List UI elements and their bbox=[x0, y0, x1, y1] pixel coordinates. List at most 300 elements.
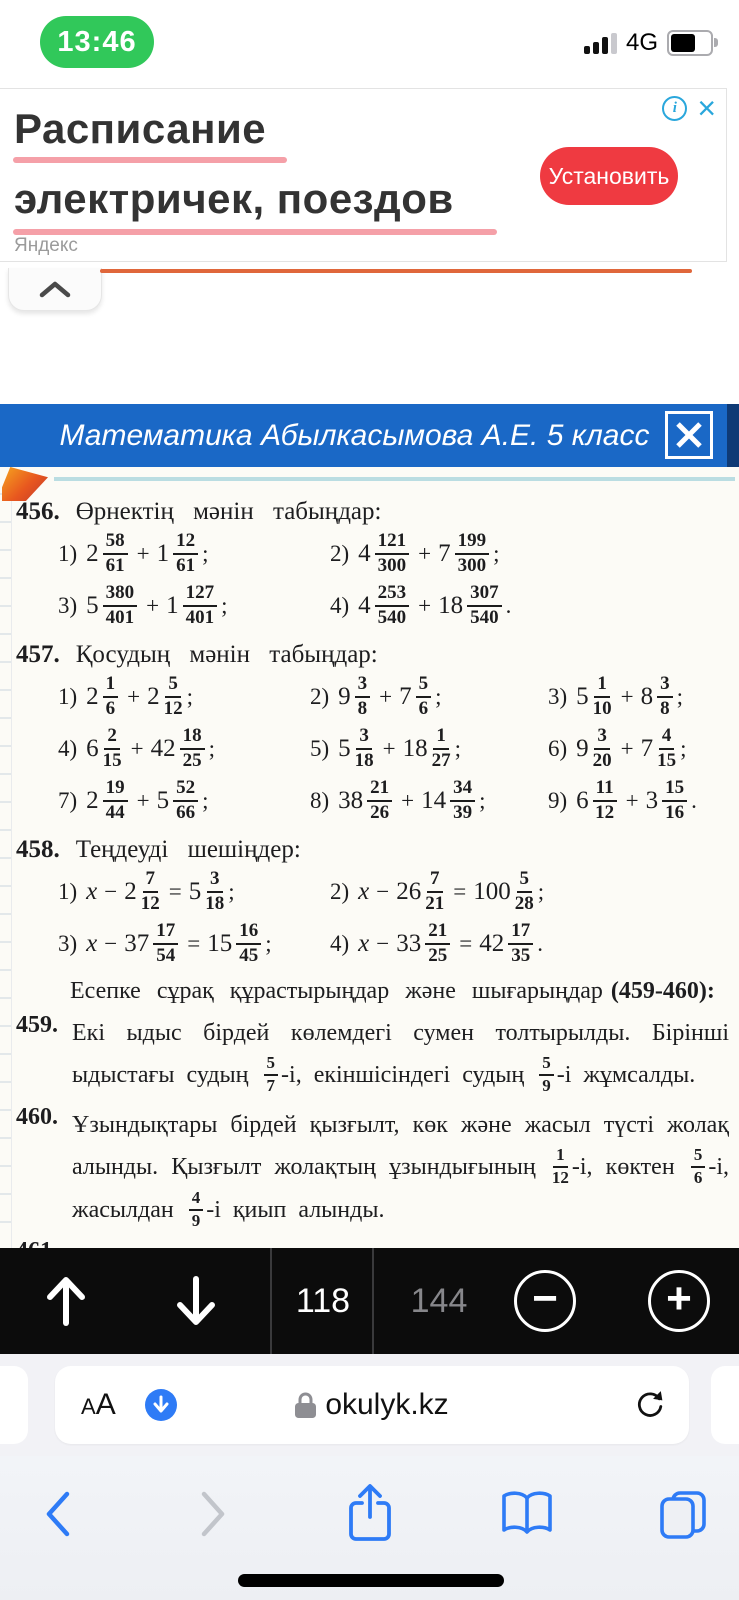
item-label: 2) bbox=[310, 684, 330, 709]
item-label: 7) bbox=[58, 788, 78, 813]
fraction bbox=[180, 726, 205, 771]
whole-number: 9 bbox=[576, 735, 589, 762]
numerator: 21 bbox=[367, 778, 392, 802]
denominator: 10 bbox=[592, 697, 612, 719]
whole-number: 5 bbox=[156, 787, 170, 814]
fraction bbox=[450, 778, 475, 823]
operator: + bbox=[146, 593, 160, 618]
denominator: 18 bbox=[354, 749, 374, 771]
whole-number: 4 bbox=[358, 540, 371, 567]
exercise-item bbox=[58, 529, 330, 577]
operator: − bbox=[376, 879, 390, 904]
ad-banner[interactable] bbox=[0, 88, 727, 262]
whole-number: 18 bbox=[438, 592, 464, 619]
exercise-item bbox=[330, 919, 733, 967]
fraction bbox=[355, 726, 374, 771]
item-label: 3) bbox=[58, 931, 78, 956]
exercise-item bbox=[548, 776, 733, 824]
whole-number: 1 bbox=[166, 592, 179, 619]
whole-number: 2 bbox=[86, 683, 99, 710]
whole-number: 9 bbox=[338, 683, 351, 710]
reload-button[interactable] bbox=[631, 1386, 669, 1424]
item-label: 1) bbox=[58, 541, 78, 566]
exercise-row bbox=[12, 775, 733, 827]
close-x-icon bbox=[674, 420, 704, 450]
fraction bbox=[189, 1189, 204, 1230]
problem-number: 459. bbox=[16, 1012, 58, 1038]
denominator: 39 bbox=[453, 801, 473, 823]
instruction-text: Есепке сұрақ құрастырыңдар және шығарыңдар bbox=[70, 978, 603, 1004]
whole-number: 7 bbox=[438, 540, 451, 567]
punctuation: ; bbox=[537, 879, 545, 904]
numerator: 17 bbox=[508, 921, 533, 945]
whole-number: 5 bbox=[576, 683, 589, 710]
denominator: 8 bbox=[660, 697, 670, 719]
forward-button[interactable] bbox=[184, 1482, 244, 1546]
operator: + bbox=[136, 541, 150, 566]
denominator: 300 bbox=[377, 554, 407, 576]
exercise-item bbox=[310, 724, 548, 772]
exercise-number: 456. bbox=[16, 498, 60, 525]
next-tab-stub[interactable] bbox=[711, 1366, 739, 1444]
fraction bbox=[691, 1146, 706, 1187]
problem-number: 460. bbox=[16, 1103, 58, 1130]
fraction bbox=[508, 921, 533, 966]
operator: + bbox=[401, 788, 415, 813]
page-top-rule bbox=[54, 477, 735, 481]
punctuation: ; bbox=[479, 788, 486, 813]
item-label: 4) bbox=[330, 593, 350, 618]
denominator: 28 bbox=[514, 892, 534, 914]
operator: − bbox=[104, 931, 118, 956]
exercise-item bbox=[330, 581, 733, 629]
page-up-button[interactable] bbox=[30, 1265, 102, 1337]
denominator: 540 bbox=[377, 606, 407, 628]
minus-icon: − bbox=[532, 1274, 558, 1323]
numerator: 3 bbox=[657, 674, 673, 698]
ad-advertiser-label: Яндекс bbox=[14, 235, 78, 256]
fraction bbox=[552, 1146, 569, 1187]
instruction-line bbox=[12, 978, 733, 1005]
numerator: 11 bbox=[593, 778, 617, 802]
instruction-range: (459-460): bbox=[610, 978, 715, 1004]
numerator: 17 bbox=[153, 921, 178, 945]
whole-number: 18 bbox=[402, 735, 428, 762]
denominator: 61 bbox=[105, 554, 125, 576]
denominator: 6 bbox=[418, 697, 429, 719]
numerator: 5 bbox=[539, 1054, 554, 1076]
whole-number: 4 bbox=[358, 592, 371, 619]
ad-close-icon[interactable]: × bbox=[697, 90, 716, 126]
exercise-item bbox=[58, 581, 330, 629]
exercise-list bbox=[12, 498, 733, 970]
item-label: 8) bbox=[310, 788, 330, 813]
punctuation: . bbox=[691, 788, 697, 813]
scrollbar-strip bbox=[727, 404, 739, 467]
exercise-row bbox=[12, 866, 733, 918]
numerator: 15 bbox=[662, 778, 687, 802]
numerator: 1 bbox=[433, 726, 449, 750]
exercise-item bbox=[58, 776, 310, 824]
fraction bbox=[425, 921, 450, 966]
fraction bbox=[355, 674, 371, 719]
denominator: 6 bbox=[693, 1167, 703, 1187]
toolbar-divider bbox=[372, 1248, 374, 1354]
exercise-item bbox=[330, 529, 733, 577]
numerator: 34 bbox=[450, 778, 475, 802]
arrow-down-icon bbox=[170, 1273, 222, 1329]
ad-title-line1: Расписание bbox=[14, 105, 267, 152]
whole-number: 3 bbox=[645, 787, 659, 814]
numerator: 121 bbox=[375, 531, 410, 555]
whole-number: 100 bbox=[473, 878, 511, 905]
numerator: 127 bbox=[183, 583, 218, 607]
item-label: 2) bbox=[330, 541, 350, 566]
status-time-pill[interactable]: 13:46 bbox=[40, 16, 154, 68]
exercise-456 bbox=[12, 498, 733, 632]
exercise-item bbox=[58, 672, 310, 720]
item-label: 9) bbox=[548, 788, 568, 813]
exercise-heading bbox=[12, 836, 733, 866]
whole-number: 15 bbox=[207, 930, 233, 957]
problem-text: Екі ыдыс бірдей көлемдегі сумен толтырылды. Бірінші ыдыстағы судың $\frac{5}{7}$ -і, екіншісіндегі судың $\frac{5}{9}$ -і жұмсалды. bbox=[72, 1020, 729, 1095]
whole-number: 2 bbox=[86, 787, 99, 814]
fraction bbox=[539, 1054, 554, 1095]
numerator: 3 bbox=[207, 869, 223, 893]
operator: + bbox=[418, 593, 432, 618]
operator: + bbox=[625, 788, 639, 813]
signal-strength-icon bbox=[584, 32, 617, 56]
exercise-item bbox=[330, 867, 733, 915]
whole-number: 7 bbox=[640, 735, 654, 762]
operator: + bbox=[418, 541, 432, 566]
punctuation: ; bbox=[435, 684, 442, 709]
address-bar[interactable] bbox=[55, 1366, 689, 1444]
item-label: 4) bbox=[330, 931, 350, 956]
whole-number: 33 bbox=[396, 930, 422, 957]
item-label: 3) bbox=[58, 593, 78, 618]
operator: = bbox=[459, 931, 473, 956]
current-page-field[interactable]: 118 bbox=[295, 1281, 351, 1320]
fraction bbox=[455, 531, 490, 576]
punctuation: ; bbox=[676, 684, 684, 709]
punctuation: ; bbox=[265, 931, 272, 956]
variable: x bbox=[358, 930, 370, 957]
book-title: Математика Абылкасымова А.Е. 5 класс bbox=[59, 419, 650, 452]
numerator: 3 bbox=[594, 726, 610, 750]
whole-number: 1 bbox=[156, 540, 170, 567]
whole-number: 8 bbox=[640, 683, 654, 710]
numerator: 5 bbox=[264, 1054, 279, 1076]
exercise-item bbox=[58, 867, 330, 915]
denominator: 401 bbox=[105, 606, 135, 628]
numerator: 1 bbox=[103, 674, 119, 698]
punctuation: . bbox=[537, 931, 543, 956]
numerator: 1 bbox=[553, 1146, 568, 1168]
exercise-item bbox=[548, 724, 733, 772]
denominator: 25 bbox=[182, 749, 202, 771]
word-problem-460 bbox=[12, 1104, 733, 1232]
operator: = bbox=[168, 879, 182, 904]
fraction bbox=[375, 531, 410, 576]
item-label: 6) bbox=[548, 736, 568, 761]
numerator: 5 bbox=[691, 1146, 706, 1168]
network-type-label: 4G bbox=[625, 29, 658, 56]
fraction bbox=[103, 778, 128, 823]
total-pages-label: 144 bbox=[410, 1281, 468, 1320]
numerator: 380 bbox=[103, 583, 138, 607]
denominator: 26 bbox=[370, 801, 390, 823]
punctuation: ; bbox=[454, 736, 462, 761]
lock-icon bbox=[295, 1392, 316, 1419]
zoom-out-button[interactable] bbox=[514, 1270, 576, 1332]
denominator: 15 bbox=[102, 749, 122, 771]
numerator: 7 bbox=[143, 869, 159, 893]
denominator: 61 bbox=[176, 554, 196, 576]
whole-number: 42 bbox=[479, 930, 505, 957]
fraction bbox=[236, 921, 261, 966]
punctuation: ; bbox=[202, 788, 209, 813]
domain-label: okulyk.kz bbox=[325, 1388, 449, 1421]
fraction bbox=[164, 674, 183, 719]
item-label: 5) bbox=[310, 736, 330, 761]
fraction bbox=[367, 778, 392, 823]
status-bar bbox=[0, 0, 739, 88]
fraction bbox=[657, 674, 673, 719]
book-title-banner[interactable] bbox=[0, 404, 739, 467]
battery-icon bbox=[667, 30, 713, 56]
numerator: 5 bbox=[165, 674, 181, 698]
banner-close-button[interactable] bbox=[665, 411, 713, 459]
fraction bbox=[432, 726, 451, 771]
punctuation: ; bbox=[493, 541, 500, 566]
bookmarks-button[interactable] bbox=[497, 1482, 557, 1546]
ad-install-button[interactable]: Установить bbox=[540, 147, 678, 205]
fraction bbox=[103, 674, 119, 719]
denominator: 27 bbox=[431, 749, 451, 771]
exercise-heading bbox=[12, 641, 733, 671]
fraction bbox=[103, 583, 138, 628]
item-label: 1) bbox=[58, 684, 78, 709]
reader-mode-button[interactable]: AA bbox=[81, 1388, 116, 1421]
exercise-heading bbox=[12, 498, 733, 528]
fraction bbox=[141, 869, 160, 914]
exercise-item bbox=[548, 672, 733, 720]
denominator: 8 bbox=[357, 697, 368, 719]
numerator: 18 bbox=[180, 726, 205, 750]
numerator: 5 bbox=[517, 869, 533, 893]
exercise-458 bbox=[12, 836, 733, 970]
whole-number: 2 bbox=[86, 540, 99, 567]
fraction bbox=[153, 921, 178, 966]
arrow-up-icon bbox=[40, 1273, 92, 1329]
exercise-number: 458. bbox=[16, 836, 60, 863]
exercise-row bbox=[12, 918, 733, 970]
item-label: 1) bbox=[58, 879, 78, 904]
fraction bbox=[416, 674, 432, 719]
numerator: 12 bbox=[173, 531, 198, 555]
numerator: 5 bbox=[416, 674, 432, 698]
denominator: 12 bbox=[140, 892, 160, 914]
fraction bbox=[264, 1054, 279, 1095]
punctuation: ; bbox=[228, 879, 235, 904]
whole-number: 2 bbox=[124, 878, 137, 905]
fraction bbox=[662, 778, 687, 823]
denominator: 401 bbox=[185, 606, 215, 628]
whole-number: 38 bbox=[338, 787, 364, 814]
reader-toolbar bbox=[0, 1248, 739, 1354]
fraction bbox=[467, 583, 502, 628]
numerator: 3 bbox=[356, 726, 372, 750]
denominator: 300 bbox=[457, 554, 487, 576]
status-indicators bbox=[584, 30, 713, 56]
whole-number: 7 bbox=[399, 683, 412, 710]
back-button[interactable] bbox=[27, 1482, 87, 1546]
ad-underline bbox=[13, 157, 287, 163]
numerator: 4 bbox=[659, 726, 675, 750]
variable: x bbox=[86, 878, 98, 905]
denominator: 12 bbox=[595, 801, 615, 823]
item-label: 4) bbox=[58, 736, 78, 761]
fraction bbox=[593, 726, 612, 771]
tabs-button[interactable] bbox=[653, 1482, 713, 1546]
whole-number: 37 bbox=[124, 930, 150, 957]
fraction bbox=[425, 869, 444, 914]
fraction bbox=[173, 778, 198, 823]
home-indicator[interactable] bbox=[238, 1574, 504, 1587]
punctuation: ; bbox=[186, 684, 194, 709]
numerator: 3 bbox=[355, 674, 371, 698]
item-label: 3) bbox=[548, 684, 568, 709]
denominator: 18 bbox=[205, 892, 225, 914]
denominator: 9 bbox=[191, 1210, 201, 1230]
denominator: 540 bbox=[470, 606, 499, 628]
url-bar-row bbox=[0, 1354, 739, 1456]
denominator: 20 bbox=[592, 749, 612, 771]
numerator: 4 bbox=[189, 1189, 204, 1211]
numerator: 52 bbox=[173, 778, 198, 802]
denominator: 9 bbox=[542, 1075, 551, 1095]
chevron-up-icon bbox=[38, 280, 72, 298]
punctuation: ; bbox=[221, 593, 228, 618]
whole-number: 14 bbox=[421, 787, 447, 814]
ad-info-icon[interactable]: i bbox=[662, 96, 687, 121]
punctuation: ; bbox=[680, 736, 687, 761]
fraction bbox=[205, 869, 224, 914]
numerator: 199 bbox=[455, 531, 490, 555]
ad-title-line2: электричек, поездов bbox=[14, 175, 454, 222]
operator: + bbox=[382, 736, 396, 761]
exercise-item bbox=[58, 724, 310, 772]
whole-number: 5 bbox=[188, 878, 202, 905]
punctuation: ; bbox=[208, 736, 216, 761]
whole-number: 2 bbox=[147, 683, 160, 710]
page-body bbox=[12, 489, 733, 1346]
punctuation: . bbox=[505, 593, 512, 618]
fraction bbox=[375, 583, 410, 628]
zoom-in-button[interactable] bbox=[648, 1270, 710, 1332]
exercise-row bbox=[12, 723, 733, 775]
word-problem-459 bbox=[12, 1012, 733, 1097]
operator: = bbox=[453, 879, 467, 904]
exercise-item bbox=[310, 776, 548, 824]
denominator: 21 bbox=[425, 892, 445, 914]
denominator: 54 bbox=[156, 944, 176, 966]
whole-number: 42 bbox=[150, 735, 176, 762]
url-field[interactable] bbox=[55, 1366, 689, 1444]
page-down-button[interactable] bbox=[160, 1265, 232, 1337]
ad-underline bbox=[13, 229, 497, 235]
numerator: 21 bbox=[425, 921, 450, 945]
denominator: 44 bbox=[105, 801, 125, 823]
fraction bbox=[515, 869, 534, 914]
whole-number: 6 bbox=[86, 735, 99, 762]
whole-number: 5 bbox=[86, 592, 99, 619]
denominator: 45 bbox=[239, 944, 259, 966]
operator: + bbox=[379, 684, 393, 709]
numerator: 2 bbox=[104, 726, 120, 750]
exercise-row bbox=[12, 528, 733, 580]
exercise-title: Теңдеуді шешіңдер: bbox=[75, 836, 301, 863]
operator: + bbox=[130, 736, 144, 761]
exercise-item bbox=[58, 919, 330, 967]
operator: = bbox=[187, 931, 201, 956]
numerator: 16 bbox=[236, 921, 261, 945]
numerator: 253 bbox=[375, 583, 410, 607]
punctuation: ; bbox=[202, 541, 209, 566]
exercise-row bbox=[12, 671, 733, 723]
collapsed-panel-edge bbox=[100, 269, 692, 273]
exercise-row bbox=[12, 580, 733, 632]
fraction bbox=[593, 778, 617, 823]
problem-text: Ұзындықтары бірдей қызғылт, көк және жасыл түсті жолақ алынды. Қызғылт жолақтың ұзындығының $\frac{1}{12}$ -і, көктен $\frac{5}{6}$ -і, жасылдан $\frac{4}{9}$ -і қиып алынды. bbox=[72, 1111, 729, 1230]
denominator: 12 bbox=[163, 697, 183, 719]
operator: + bbox=[620, 736, 634, 761]
textbook-page bbox=[0, 467, 739, 1248]
operator: − bbox=[104, 879, 118, 904]
exercise-title: Өрнектің мәнін табыңдар: bbox=[75, 498, 382, 525]
exercise-item bbox=[310, 672, 548, 720]
denominator: 15 bbox=[657, 749, 677, 771]
operator: + bbox=[136, 788, 150, 813]
denominator: 12 bbox=[551, 1167, 569, 1187]
item-label: 2) bbox=[330, 879, 350, 904]
denominator: 25 bbox=[428, 944, 448, 966]
operator: + bbox=[127, 684, 141, 709]
operator: + bbox=[620, 684, 634, 709]
exercise-title: Қосудың мәнін табыңдар: bbox=[75, 641, 378, 668]
plus-icon: + bbox=[666, 1274, 692, 1323]
previous-tab-stub[interactable] bbox=[0, 1366, 28, 1444]
numerator: 19 bbox=[103, 778, 128, 802]
numerator: 1 bbox=[594, 674, 610, 698]
fraction bbox=[173, 531, 198, 576]
toolbar-divider bbox=[270, 1248, 272, 1354]
exercise-457 bbox=[12, 641, 733, 827]
fraction bbox=[593, 674, 612, 719]
fraction bbox=[183, 583, 218, 628]
numerator: 58 bbox=[103, 531, 128, 555]
variable: x bbox=[358, 878, 370, 905]
denominator: 7 bbox=[266, 1075, 276, 1095]
whole-number: 5 bbox=[338, 735, 351, 762]
whole-number: 26 bbox=[396, 878, 422, 905]
share-button[interactable] bbox=[340, 1482, 400, 1546]
collapse-ad-button[interactable] bbox=[8, 268, 102, 311]
numerator: 307 bbox=[467, 583, 502, 607]
numerator: 7 bbox=[427, 869, 443, 893]
whole-number: 6 bbox=[576, 787, 589, 814]
